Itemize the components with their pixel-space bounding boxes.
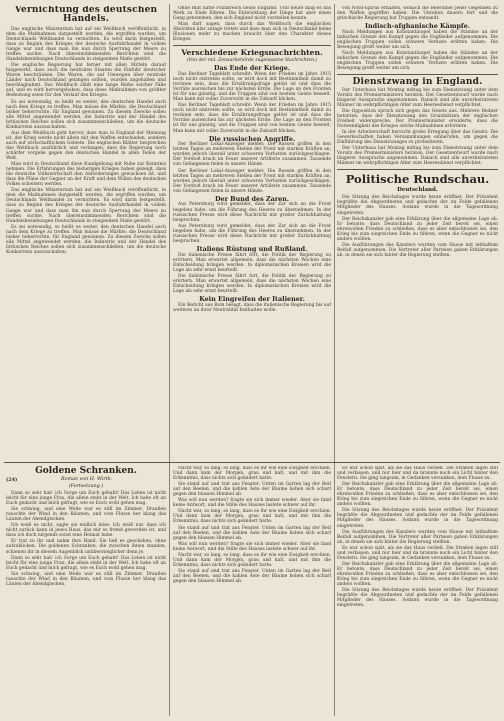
news-text: Nach Meldungen aus Konstantinopel haben die Stämme an der indischen Grenze den Kampf gegen die Engländer aufgenommen. Die englischen Truppen sollen schwere Verluste erlitten haben. Die Bewegung greift weiter um sich. — [337, 29, 498, 50]
politics-headline: Politische Rundschau. — [345, 172, 490, 187]
feuilleton-continuation-2 — [173, 466, 331, 716]
news-text: Der Berliner Lokal-Anzeiger meldet: Die Russen griffen in den letzten Tagen an mehreren Stellen der Front mit starken Kräften an, wurden jedoch überall unter schweren Verlusten zurückgeschlagen. Der Vorstoß brach im Feuer unserer Artillerie zusammen. Tausende von Gefangenen fielen in unsere Hände. — [173, 168, 331, 194]
news-text: Das Berliner Tageblatt schreibt: Wenn der Frieden im Jahre 1915 noch nicht eintreten sollte, so wird doch mit Bestimmtheit damit zu rechnen sein, dass die Ernährungsfrage gelöst ist und dass die Vorräte ausreichen bis zur nächsten Ernte. Die Lage an den Fronten ist für uns günstig, und die Truppen sind von bestem Geiste beseelt. Man kann mit voller Zuversicht in die Zukunft blicken. — [173, 103, 331, 134]
column-2 — [173, 6, 331, 464]
paragraph: Es war schon spät, als sie das Haus verließ. Die Straßen lagen still und verlassen, und nur hier und da brannte noch ein Licht hinter den Fenstern. Sie ging langsam, in Gedanken versunken, dem Flusse zu. — [337, 545, 498, 561]
section-headline: Verschiedene Kriegsnachrichten. — [181, 48, 323, 58]
paragraph: Sie stand auf und trat ans Fenster. Unten im Garten lag der Reif auf den Beeten, und die kahlen Äste der Bäume hoben sich scharf gegen den blassen Himmel ab. — [173, 482, 331, 498]
news-title: Die russischen Angriffe. — [208, 134, 296, 143]
paragraph: Sie schwieg, und eine Weile war es still im Zimmer. Draußen rauschte der Wind in den Bäumen, und vom Flusse her klang das Läuten der Abendglocken. — [6, 571, 166, 587]
paragraph: Der Unterhaus hat Montag mittag bis zum Dienstzwang unter dem Vorsitz des Premierministers beraten. Der Gesetzentwurf wurde nach längerer Aussprache angenommen. Danach sind alle unverheirateten Männer im wehrpflichtigen Alter zum Heeresdienst verpflichtet. — [337, 146, 498, 167]
paragraph: Aus dem Weißbuch geht hervor, dass man in England der Meinung ist, der Krieg werde nicht allein mit den Waffen entschieden, sondern auch auf wirtschaftlichem Gebiete. Die englischen Blätter besprechen das Weißbuch ausführlich und verlangen, dass die Regierung noch schärfer vorgehe gegen den deutschen Handel in allen Teilen der Welt. — [6, 130, 166, 162]
feuilleton-byline: Roman von H. Wirth. — [61, 477, 113, 482]
paragraph: Der Reichskanzler gab eine Erklärung über die allgemeine Lage ab. Er betonte, dass Deutschland zu jeder Zeit bereit sei, einen ehrenvollen Frieden zu schließen, dass es aber entschlossen sei, den Krieg bis zum siegreichen Ende zu führen, wenn die Gegner es nicht anders wollten. — [337, 561, 498, 588]
paragraph: Die Opposition sprach sich gegen das Gesetz aus. Mehrere Redner betonten, dass der Dienstzwang den Grundsätzen der englischen Freiheit widerspreche. Der Premierminister erwiderte, dass die Notwendigkeit des Krieges solche Maßnahmen erfordere. — [337, 108, 498, 129]
news-text: Der Berliner Lokal-Anzeiger meldet: Die Russen griffen in den letzten Tagen an mehreren Stellen der Front mit starken Kräften an, wurden jedoch überall unter schweren Verlusten zurückgeschlagen. Der Vorstoß brach im Feuer unserer Artillerie zusammen. Tausende von Gefangenen fielen in unsere Hände. — [173, 142, 331, 168]
news-text: Aus Petersburg wird gemeldet, dass der Zar sich an die Front begeben habe, um die Führung des Heeres zu übernehmen. In der russischen Presse wird diese Nachricht mit großer Zurückhaltung besprochen. — [173, 223, 331, 244]
paragraph: Man darf sagen, dass durch das Weißbuch die englischen Absichten klar zutage treten und dass man sich in Deutschland keine Illusionen mehr zu machen braucht über den Charakter dieses Krieges. — [173, 22, 331, 43]
section-subheading: (Von der mil. Zensurbehörde zugelassene Nachrichten.) — [186, 58, 318, 64]
paragraph: Die englische Regierung hat ferner mit allen Mitteln darauf hingewirkt, dass auch die neutralen Staaten die Einfuhr deutscher Waren beschränken. Die Waren, die auf Umwegen über neutrale Länder nach Deutschland gelangen sollten, wurden angehalten und beschlagnahmt. Das Weißbuch zählt eine lange Reihe solcher Fälle auf, und es wird hervorgehoben, dass diese Maßnahmen von größter Bedeutung seien für den Verlauf des Krieges. — [6, 63, 166, 99]
paragraph: Das englische Ministerium hat auf ein Weißbuch veröffentlicht, in dem die Maßnahmen dargestellt werden, die ergriffen wurden, um Deutschlands Welthandel zu vernichten. Es wird darin festgestellt, dass zu Beginn des Krieges der deutsche Ausfuhrhandel in vollem Gange war und dass man ihn nun durch Sperrung der Meere zu treffen suchte. Nach übereinstimmenden Berichten sind die Handelsbeziehungen Deutschlands in steigendem Maße gestört. — [6, 188, 166, 224]
paragraph: Sie stand auf und trat ans Fenster. Unten im Garten lag der Reif auf den Beeten, und die kahlen Äste der Bäume hoben sich scharf gegen den blassen Himmel ab. — [173, 525, 331, 541]
news-title: Das Ende der Kriege. — [213, 64, 291, 73]
column-3 — [337, 6, 498, 464]
paragraph: Die Sitzung des Reichstages wurde heute eröffnet. Der Präsident begrüßte die Abgeordneten und gedachte der im Felde gefallenen Mitglieder des Hauses. Sodann wurde in die Tagesordnung eingetreten. — [337, 508, 498, 529]
news-title: Der Bund des Zaren. — [214, 194, 290, 203]
news-text: Das Berliner Tageblatt schreibt: Wenn der Frieden im Jahre 1915 noch nicht eintreten sollte, so wird doch mit Bestimmtheit damit zu rechnen sein, dass die Ernährungsfrage gelöst ist und dass die Vorräte ausreichen bis zur nächsten Ernte. Die Lage an den Fronten ist für uns günstig, und die Truppen sind von bestem Geiste beseelt. Man kann mit voller Zuversicht in die Zukunft blicken. — [173, 72, 331, 103]
feuilleton — [6, 466, 166, 716]
paragraph: Der Reichskanzler gab eine Erklärung über die allgemeine Lage ab. Er betonte, dass Deutschland zu jeder Zeit bereit sei, einen ehrenvollen Frieden zu schließen, dass es aber entschlossen sei, den Krieg bis zum siegreichen Ende zu führen, wenn die Gegner es nicht anders wollten. — [337, 482, 498, 508]
paragraph: Was soll nun werden? fragte sie sich immer wieder. Aber sie fand keine Antwort, und die Stille des Hauses lastete schwer auf ihr. — [173, 541, 331, 552]
paragraph: Die Ausführungen des Kanzlers wurden vom Hause mit lebhaftem Beifall aufgenommen. Die Vertreter aller Parteien gaben Erklärungen ab, in denen sie sich hinter die Regierung stellten. — [337, 529, 498, 545]
paragraph: Die Sitzung des Reichstages wurde heute eröffnet. Der Präsident begrüßte die Abgeordneten und gedachte der im Felde gefallenen Mitglieder des Hauses. Sodann wurde in die Tagesordnung eingetreten. — [337, 588, 498, 609]
news-text: Nach Meldungen aus Konstantinopel haben die Stämme an der indischen Grenze den Kampf gegen die Engländer aufgenommen. Die englischen Truppen sollen schwere Verluste erlitten haben. Die Bewegung greift weiter um sich. — [337, 51, 498, 72]
paragraph: In der Arbeiterschaft herrscht große Erregung über das Gesetz. Die Gewerkschaften haben Versammlungen einberufen, um gegen die Einführung des Dienstzwanges zu protestieren. — [337, 130, 498, 146]
paragraph: Der Reichskanzler gab eine Erklärung über die allgemeine Lage ab. Er betonte, dass Deutschland zu jeder Zeit bereit sei, einen ehrenvollen Frieden zu schließen, dass es aber entschlossen sei, den Krieg bis zum siegreichen Ende zu führen, wenn die Gegner es nicht anders wollten. — [337, 216, 498, 242]
paragraph: Nacht war, so lang, so lang, dass es ihr wie eine Ewigkeit erschien. Und dann kam der Morgen, grau und kalt, und mit ihm die Erkenntnis, dass nichts sich geändert hatte. — [173, 552, 331, 568]
paragraph: Er trat zu ihr und nahm ihre Hand. Sie ließ es geschehen, ohne aufzublicken. Die goldenen Schranken, die zwischen ihnen standen, schienen ihr in diesem Augenblick unübersteiglicher denn je. — [6, 539, 166, 555]
paragraph: Ohne Blut hätte Frankreich heute England. Und heute mag es das Werk zu Ende führen. Die Entwicklung der Dinge hat aber einen Gang genommen, den sich England nicht vorstellen konnte. — [173, 6, 331, 22]
paragraph: Es sei notwendig, so heißt es weiter, den deutschen Handel auch nach dem Kriege zu treffen. Man müsse die Märkte, die Deutschland bisher beherrschte, für England gewinnen. Zu diesem Zwecke sollen alle Mittel angewendet werden, die Industrie und der Handel des britischen Reiches sollen sich zusammenschließen, um die deutsche Konkurrenz auszuschalten. — [6, 224, 166, 255]
paragraph: Es sei notwendig, so heißt es weiter, den deutschen Handel auch nach dem Kriege zu treffen. Man müsse die Märkte, die Deutschland bisher beherrschte, für England gewinnen. Zu diesem Zwecke sollen alle Mittel angewendet werden, die Industrie und der Handel des britischen Reiches sollen sich zusammenschließen, um die deutsche Konkurrenz auszuschalten. — [6, 99, 166, 130]
section-headline: Dienstzwang in England. — [352, 77, 483, 88]
paragraph: Dann so sehr hab' ich Sorge um Euch gehabt! Das Leben ist nicht leicht für eine junge Frau, die allein steht in der Welt. Ich habe oft an Euch gedacht und mich gefragt, wie es Euch wohl gehen mag. — [6, 491, 166, 507]
article-headline: Vernichtung des deutschen Handels. — [14, 6, 158, 25]
paragraph: Sie schwieg, und eine Weile war es still im Zimmer. Draußen rauschte der Wind in den Bäumen, und vom Flusse her klang das Läuten der Abendglocken. — [6, 507, 166, 523]
column-1 — [6, 6, 166, 464]
paragraph: Die Ausführungen des Kanzlers wurden vom Hause mit lebhaftem Beifall aufgenommen. Die Vertreter aller Parteien gaben Erklärungen ab, in denen sie sich hinter die Regierung stellten. — [337, 242, 498, 258]
paragraph: Nacht war, so lang, so lang, dass es ihr wie eine Ewigkeit erschien. Und dann kam der Morgen, grau und kalt, und mit ihm die Erkenntnis, dass nichts sich geändert hatte. — [173, 466, 331, 482]
news-title: Kein Eingreifen der Italiener. — [199, 294, 305, 303]
paragraph: Das englische Ministerium hat auf ein Weißbuch veröffentlicht, in dem die Maßnahmen dargestellt werden, die ergriffen wurden, um Deutschlands Welthandel zu vernichten. Es wird darin festgestellt, dass zu Beginn des Krieges der deutsche Ausfuhrhandel in vollem Gange war und dass man ihn nun durch Sperrung der Meere zu treffen suchte. Nach übereinstimmenden Berichten sind die Handelsbeziehungen Deutschlands in steigendem Maße gestört. — [6, 26, 166, 63]
feuilleton-title: Goldene Schranken. — [35, 466, 137, 476]
article-body — [6, 27, 166, 255]
news-title: Indisch-afghanische Kämpfe. — [365, 22, 470, 31]
paragraph: Man wird in Deutschland diese Kundgebung mit Ruhe zur Kenntnis nehmen. Die Erfahrungen des bisherigen Krieges haben gezeigt, dass die deutsche Volkswirtschaft den Anforderungen gewachsen ist, und dass die Pläne der Gegner an der Kraft und dem Willen des deutschen Volkes scheitern werden. — [6, 162, 166, 188]
paragraph: von Nord-Epirus erhalten, wonach die Bewohner jener Gegenden zu den Waffen gegriffen haben. Die Unruhen dauern fort und die griechische Regierung hat Truppen entsandt. — [337, 6, 498, 22]
news-text: Die italienische Presse fährt fort, die Politik der Regierung zu erörtern. Man erwartet allgemein, dass die nächsten Wochen eine Entscheidung bringen werden. In diplomatischen Kreisen wird die Lage als sehr ernst beurteilt. — [173, 273, 331, 294]
news-text: Die italienische Presse fährt fort, die Politik der Regierung zu erörtern. Man erwartet allgemein, dass die nächsten Wochen eine Entscheidung bringen werden. In diplomatischen Kreisen wird die Lage als sehr ernst beurteilt. — [173, 252, 331, 273]
column-rule-1 — [169, 4, 170, 716]
news-text: Aus Petersburg wird gemeldet, dass der Zar sich an die Front begeben habe, um die Führung des Heeres zu übernehmen. In der russischen Presse wird diese Nachricht mit großer Zurückhaltung besprochen. — [173, 202, 331, 223]
paragraph: Nacht war, so lang, so lang, dass es ihr wie eine Ewigkeit erschien. Und dann kam der Morgen, grau und kalt, und mit ihm die Erkenntnis, dass nichts sich geändert hatte. — [173, 509, 331, 525]
news-text: Ein Bericht aus Rom besagt, dass die italienische Regierung bis auf weiteres an ihrer Neutralität festhalten wolle. — [173, 302, 331, 313]
paragraph: Es war schon spät, als sie das Haus verließ. Die Straßen lagen still und verlassen, und nur hier und da brannte noch ein Licht hinter den Fenstern. Sie ging langsam, in Gedanken versunken, dem Flusse zu. — [337, 466, 498, 482]
column-3-lower — [337, 466, 498, 716]
paragraph: Die Sitzung des Reichstages wurde heute eröffnet. Der Präsident begrüßte die Abgeordneten und gedachte der im Felde gefallenen Mitglieder des Hauses. Sodann wurde in die Tagesordnung eingetreten. — [337, 195, 498, 216]
paragraph: Was soll nun werden? fragte sie sich immer wieder. Aber sie fand keine Antwort, und die Stille des Hauses lastete schwer auf ihr. — [173, 498, 331, 509]
column-rule-2 — [334, 4, 335, 716]
paragraph: Der Unterhaus hat Montag mittag bis zum Dienstzwang unter dem Vorsitz des Premierministers beraten. Der Gesetzentwurf wurde nach längerer Aussprache angenommen. Danach sind alle unverheirateten Männer im wehrpflichtigen Alter zum Heeresdienst verpflichtet. — [337, 87, 498, 108]
feuilleton-note: (Fortsetzung.) — [68, 484, 104, 489]
paragraph: Ich weiß es nicht, sagte sie endlich leise. Ich weiß nur, dass ich nicht zurück kann in jenes Haus, das mir so fremd geworden ist, und dass ich doch nirgends sonst eine Heimat habe. — [6, 523, 166, 539]
politics-subheading: Deutschland. — [397, 187, 438, 194]
paragraph: Sie stand auf und trat ans Fenster. Unten im Garten lag der Reif auf den Beeten, und die kahlen Äste der Bäume hoben sich scharf gegen den blassen Himmel ab. — [173, 568, 331, 584]
paragraph: Dann so sehr hab' ich Sorge um Euch gehabt! Das Leben ist nicht leicht für eine junge Frau, die allein steht in der Welt. Ich habe oft an Euch gedacht und mich gefragt, wie es Euch wohl gehen mag. — [6, 555, 166, 571]
feuilleton-number: (24) — [6, 477, 18, 483]
news-title: Italiens Rüstung und Rußland. — [196, 244, 308, 253]
